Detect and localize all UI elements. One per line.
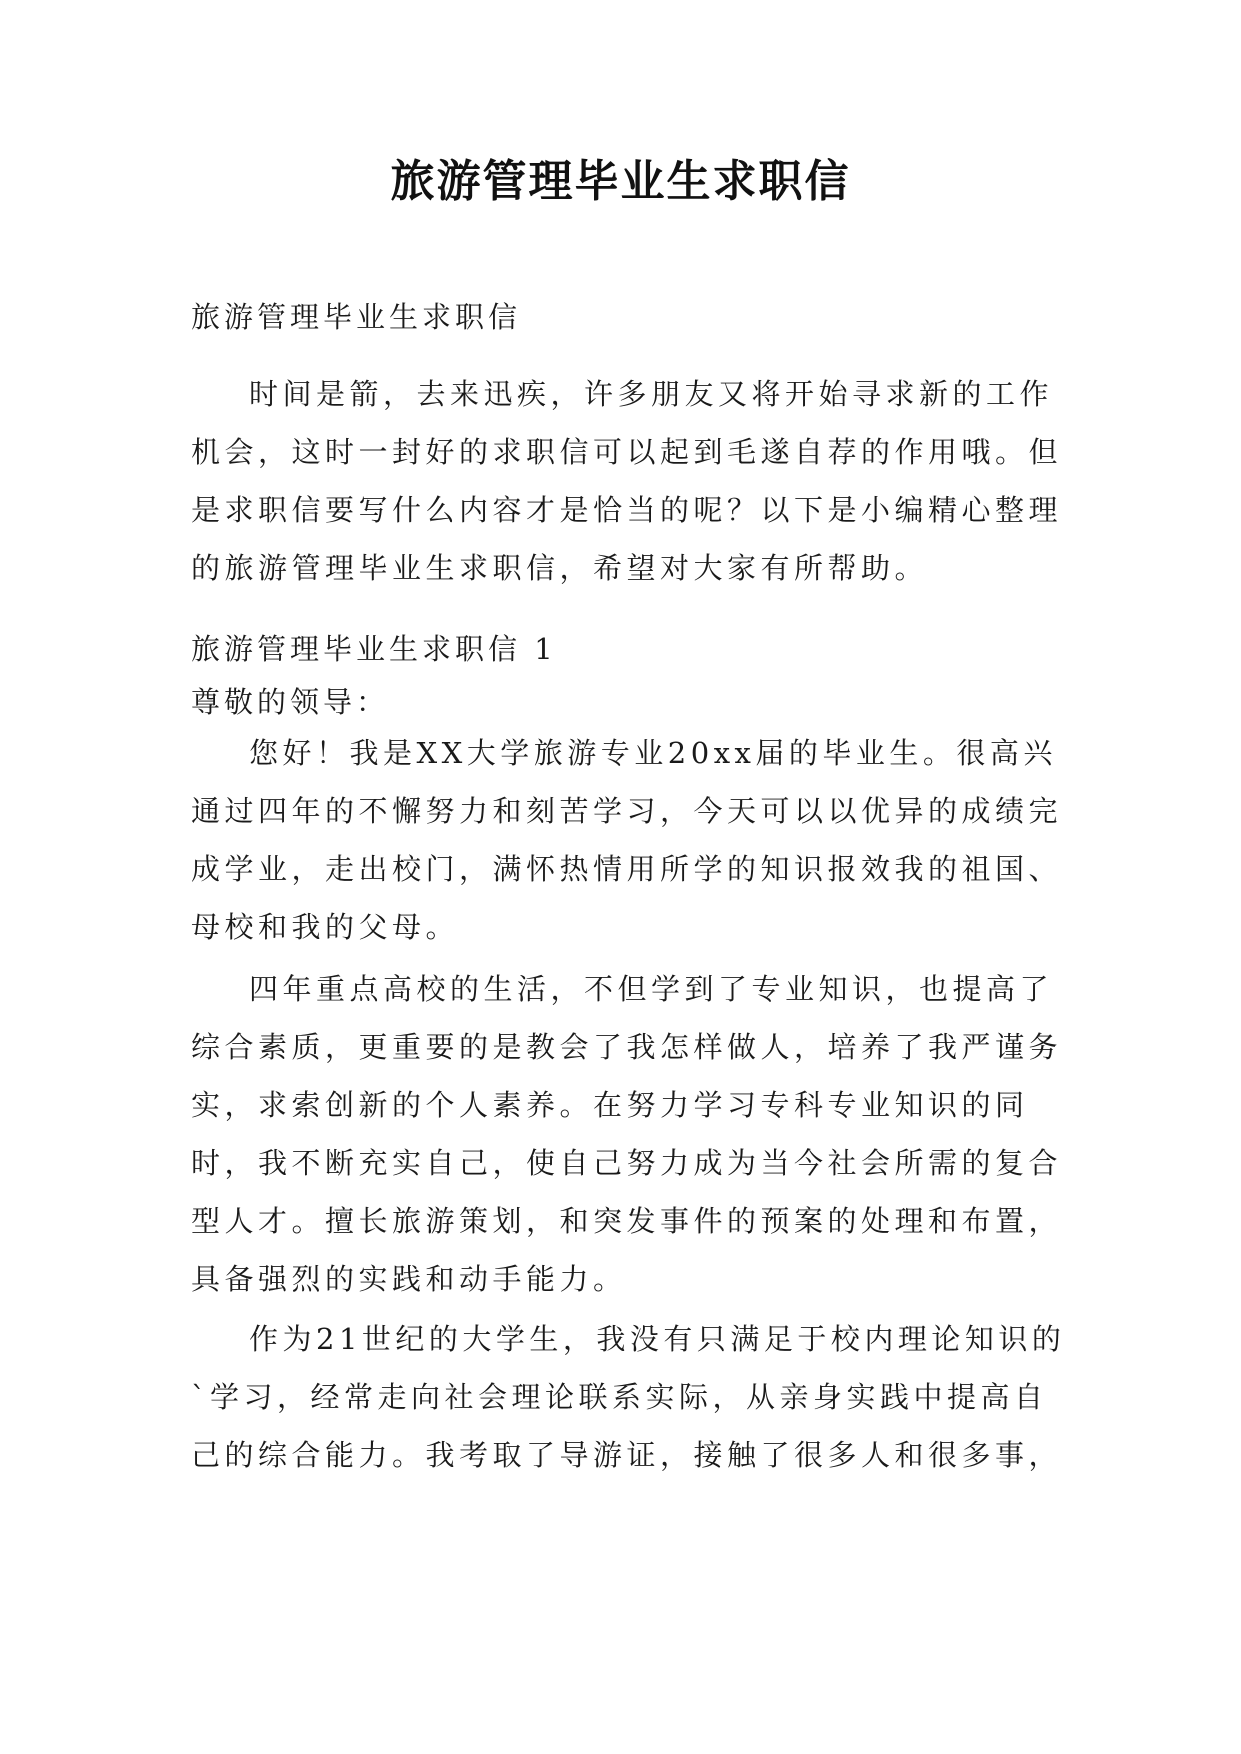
letter-heading: 旅游管理毕业生求职信 1 bbox=[191, 632, 557, 666]
document-subtitle: 旅游管理毕业生求职信 bbox=[191, 300, 522, 334]
body-paragraph-3: 作为21世纪的大学生，我没有只满足于校内理论知识的`学习，经常走向社会理论联系实际，从亲身实践中提高自己的综合能力。我考取了导游证，接触了很多人和很多事， bbox=[191, 1322, 1066, 1472]
document-title: 旅游管理毕业生求职信 bbox=[390, 156, 851, 207]
intro-paragraph: 时间是箭，去来迅疾，许多朋友又将开始寻求新的工作机会，这时一封好的求职信可以起到毛遂自荐的作用哦。但是求职信要写什么内容才是恰当的呢？以下是小编精心整理的旅游管理毕业生求职信，希望对大家有所帮助。 bbox=[191, 377, 1063, 585]
salutation: 尊敬的领导： bbox=[191, 685, 390, 719]
body-paragraph-1: 您好！我是XX大学旅游专业20xx届的毕业生。很高兴通过四年的不懈努力和刻苦学习，今天可以以优异的成绩完成学业，走出校门，满怀热情用所学的知识报效我的祖国、母校和我的父母。 bbox=[191, 736, 1063, 944]
body-paragraph-2: 四年重点高校的生活，不但学到了专业知识，也提高了综合素质，更重要的是教会了我怎样做人，培养了我严谨务实，求索创新的个人素养。在努力学习专科专业知识的同时，我不断充实自己，使自己努力成为当今社会所需的复合型人才。擅长旅游策划，和突发事件的预案的处理和布置，具备强烈的实践和动手能力。 bbox=[191, 972, 1063, 1296]
